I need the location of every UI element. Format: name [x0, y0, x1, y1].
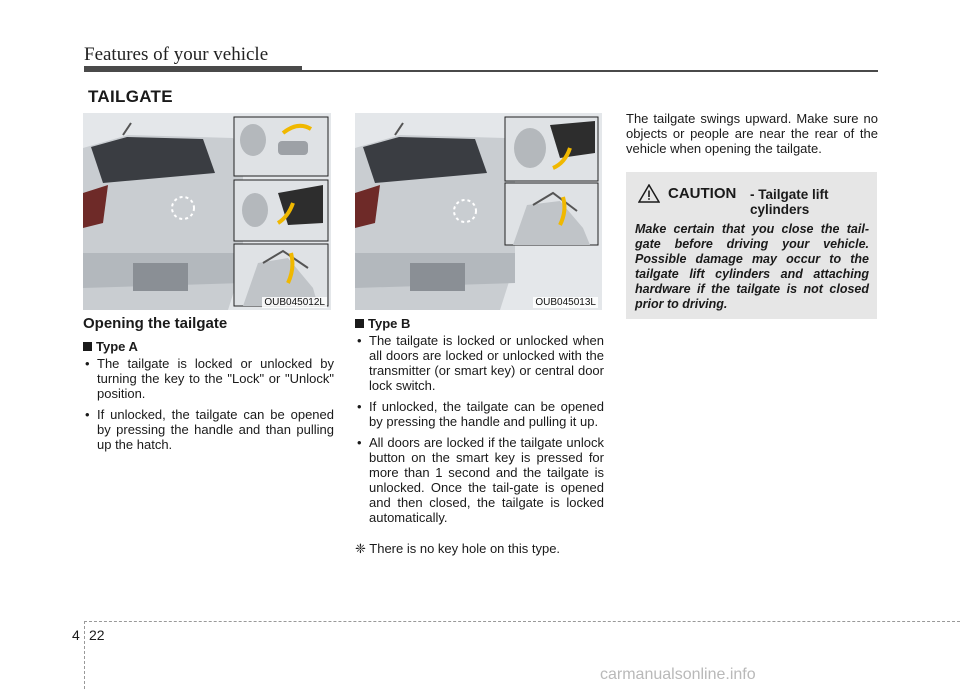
type-label: Type A: [83, 339, 334, 354]
footer-divider: [84, 621, 960, 622]
caution-subtitle: - Tailgate lift cylinders: [750, 187, 829, 217]
square-bullet-icon: [83, 342, 92, 351]
type-label: Type B: [355, 316, 604, 331]
header-rule-thick: [84, 66, 302, 72]
footer-vertical-divider: [84, 621, 85, 689]
list-item: • All doors are locked if the tailgate unlock button on the smart key is pressed for more than 1 second and the tailgate is unlocked. Once the tail-gate is opened and then closed, the tailgate is locked automatically.: [355, 435, 604, 525]
tailgate-type-b-illustration: [355, 113, 602, 310]
list-item: • If unlocked, the tailgate can be opened by pressing the handle and pulling it up.: [355, 399, 604, 429]
watermark: carmanualsonline.info: [600, 666, 756, 683]
tailgate-type-a-illustration: [83, 113, 331, 310]
bullet-list: [355, 333, 604, 525]
header-title: Features of your vehicle: [84, 44, 269, 65]
note: ❈ There is no key hole on this type.: [355, 541, 561, 556]
header-rule-thin: [302, 70, 878, 72]
caution-label: CAUTION: [668, 185, 737, 202]
subheading: Opening the tailgate: [83, 315, 228, 332]
section-heading: TAILGATE: [88, 87, 173, 106]
figure-type-a: [83, 113, 331, 310]
figure-code: OUB045012L: [264, 297, 325, 308]
bullet-list: [83, 356, 334, 452]
column-intro: [626, 111, 878, 156]
list-item: • The tailgate is locked or unlocked by turning the key to the "Lock" or "Unlock" position.: [83, 356, 334, 401]
list-item: • The tailgate is locked or unlocked when all doors are locked or unlocked with the transmitter (or smart key) or central door lock switch.: [355, 333, 604, 393]
column-type-b: [355, 316, 604, 556]
caution-box: [626, 172, 877, 319]
figure-type-b: [355, 113, 602, 310]
figure-code: OUB045013L: [535, 297, 596, 308]
chapter-number: 4: [72, 627, 80, 643]
intro-paragraph: The tailgate swings upward. Make sure no objects or people are near the rear of the vehicle when opening the tailgate.: [626, 111, 878, 156]
page-number: 22: [89, 627, 105, 643]
column-type-a: [83, 316, 334, 458]
caution-body: Make certain that you close the tail-gate before driving your vehicle. Possible damage may occur to the tailgate lift cylinders and attaching hardware if the tailgate is not closed prior to driving.: [635, 222, 869, 311]
warning-triangle-icon: [638, 184, 660, 203]
square-bullet-icon: [355, 319, 364, 328]
list-item: • If unlocked, the tailgate can be opened by pressing the handle and than pulling up the hatch.: [83, 407, 334, 452]
